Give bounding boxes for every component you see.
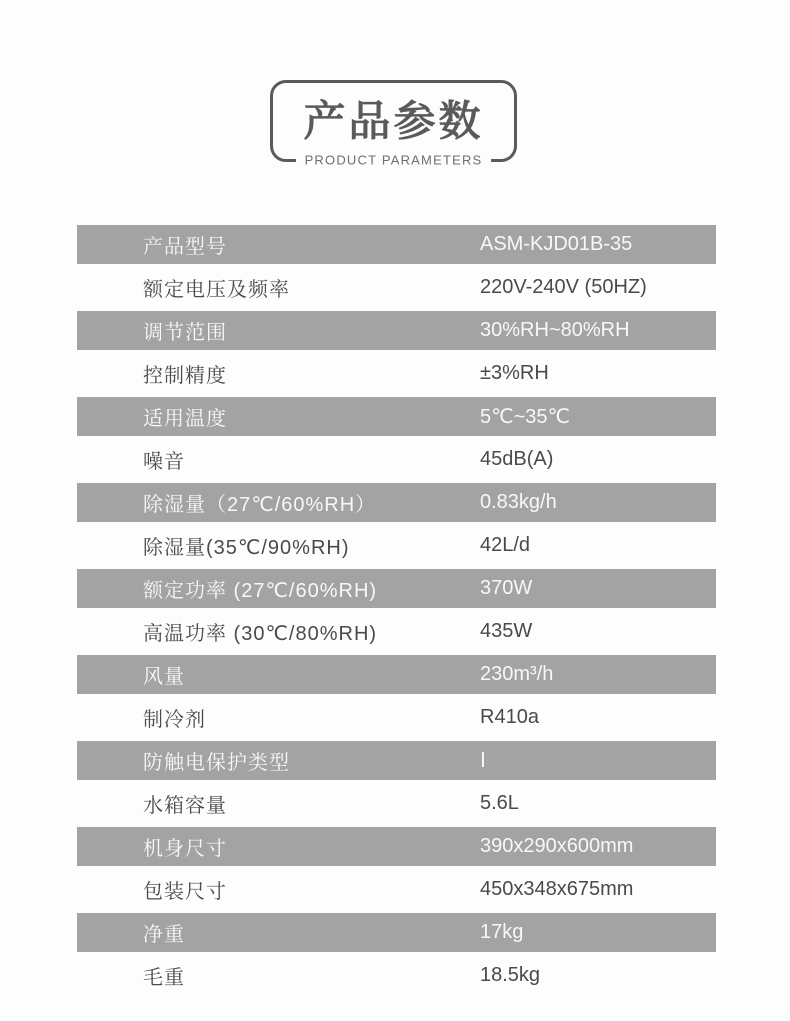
row-value: 450x348x675mm — [480, 878, 634, 900]
table-row — [77, 782, 716, 825]
row-value: 5℃~35℃ — [480, 406, 570, 428]
row-value: ±3%RH — [480, 362, 549, 384]
row-label: 额定功率 (27℃/60%RH) — [143, 580, 378, 602]
table-row — [77, 653, 716, 696]
row-value: R410a — [480, 706, 539, 728]
row-value: 370W — [480, 577, 533, 599]
row-value: ASM-KJD01B-35 — [480, 233, 633, 255]
table-row — [77, 524, 716, 567]
row-value: Ⅰ — [480, 750, 486, 772]
row-label: 机身尺寸 — [143, 838, 227, 860]
table-row — [77, 438, 716, 481]
row-value: 45dB(A) — [480, 448, 554, 470]
row-value: 18.5kg — [480, 964, 541, 986]
page-title: 产品参数 — [303, 97, 484, 145]
spec-table — [77, 223, 716, 997]
row-label: 除湿量(35℃/90%RH) — [143, 537, 350, 559]
row-label: 制冷剂 — [143, 709, 206, 731]
table-row — [77, 309, 716, 352]
row-label: 净重 — [143, 924, 185, 946]
table-row — [77, 567, 716, 610]
row-value: 17kg — [480, 921, 524, 943]
table-row — [77, 868, 716, 911]
page-subtitle: PRODUCT PARAMETERS — [296, 152, 492, 167]
row-label: 水箱容量 — [143, 795, 227, 817]
row-label: 适用温度 — [143, 408, 227, 430]
row-label: 额定电压及频率 — [143, 279, 290, 301]
row-value: 5.6L — [480, 792, 519, 814]
section-title-box — [270, 80, 517, 168]
table-row — [77, 739, 716, 782]
table-row — [77, 954, 716, 997]
table-row — [77, 825, 716, 868]
row-label: 除湿量（27℃/60%RH） — [143, 494, 377, 516]
row-label: 包装尺寸 — [143, 881, 227, 903]
row-label: 噪音 — [143, 451, 185, 473]
table-row — [77, 696, 716, 739]
row-label: 毛重 — [143, 967, 185, 989]
table-row — [77, 481, 716, 524]
row-value: 42L/d — [480, 534, 531, 556]
row-value: 390x290x600mm — [480, 835, 634, 857]
row-value: 230m³/h — [480, 663, 554, 685]
row-label: 控制精度 — [143, 365, 227, 387]
row-label: 调节范围 — [143, 322, 227, 344]
row-label: 防触电保护类型 — [143, 752, 290, 774]
row-value: 220V-240V (50HZ) — [480, 276, 647, 298]
table-row — [77, 610, 716, 653]
row-value: 0.83kg/h — [480, 491, 557, 513]
table-row — [77, 352, 716, 395]
row-label: 产品型号 — [143, 236, 227, 258]
table-row — [77, 266, 716, 309]
row-label: 高温功率 (30℃/80%RH) — [143, 623, 378, 645]
table-row — [77, 911, 716, 954]
table-row — [77, 223, 716, 266]
row-label: 风量 — [143, 666, 185, 688]
row-value: 30%RH~80%RH — [480, 319, 630, 341]
table-row — [77, 395, 716, 438]
row-value: 435W — [480, 620, 533, 642]
